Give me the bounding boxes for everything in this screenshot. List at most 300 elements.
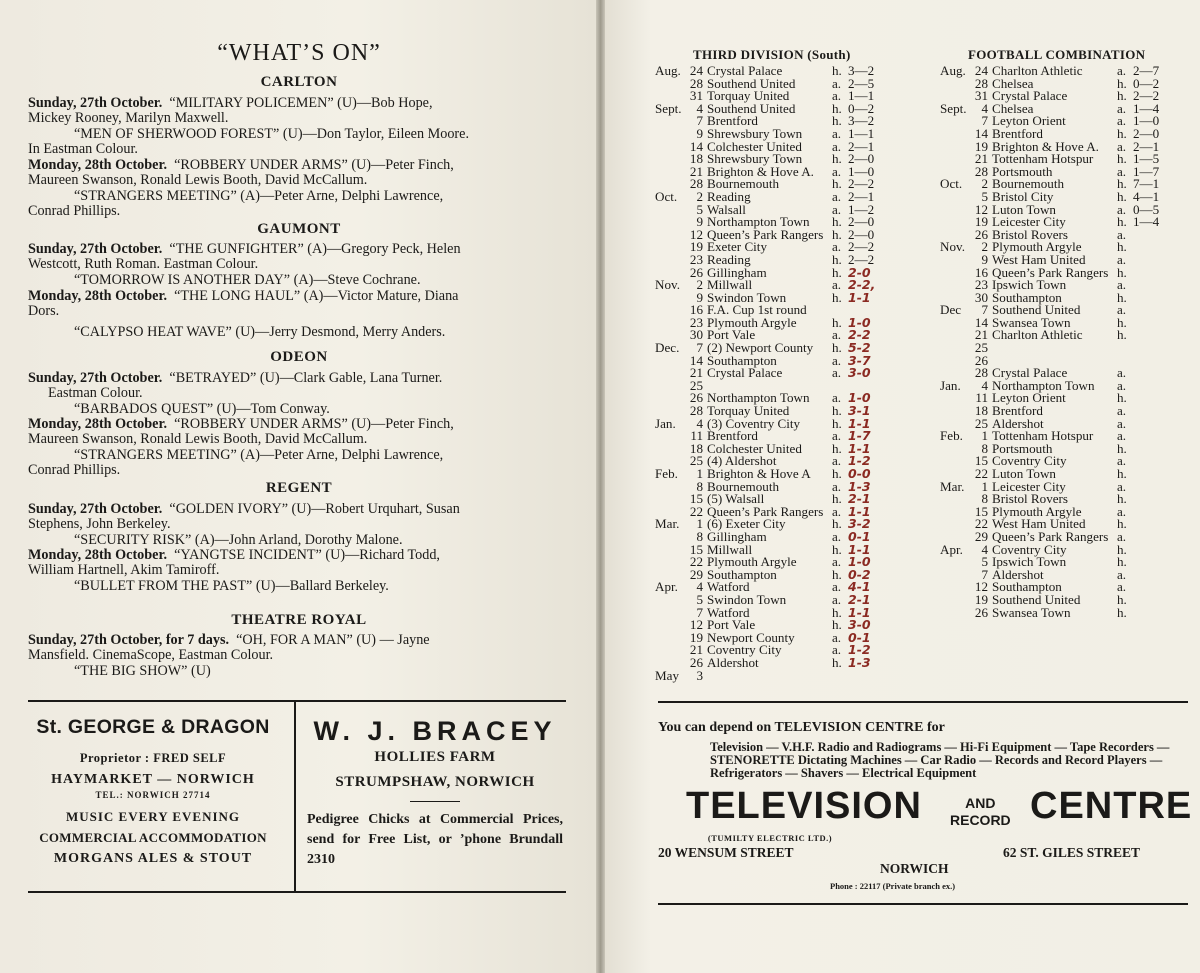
- fixture-venue: a.: [1117, 100, 1127, 116]
- fixture-opponent: Colchester United: [707, 440, 802, 456]
- fixture-day: 14: [974, 314, 988, 330]
- fixture-opponent: Bournemouth: [707, 176, 780, 192]
- fixture-venue: h.: [1117, 176, 1127, 192]
- fixture-month: [940, 355, 970, 368]
- fixture-month: [655, 78, 685, 91]
- fixture-month: [940, 191, 970, 204]
- fixture-opponent: Plymouth Argyle: [992, 503, 1082, 519]
- fixture-day: 14: [689, 352, 703, 368]
- fixture-venue: a.: [1117, 503, 1127, 519]
- fixture-score: [1133, 468, 1173, 481]
- fixture-score-handwritten: 0-1: [848, 528, 871, 544]
- fixture-opponent: Newport County: [707, 629, 795, 645]
- fixture-opponent: Brighton & Hove A: [707, 466, 811, 481]
- fixture-venue: h.: [832, 491, 842, 507]
- fixture-opponent: Millwall: [707, 541, 753, 557]
- fixture-opponent: Aldershot: [992, 566, 1044, 582]
- fixture-day: 18: [689, 440, 703, 456]
- fixture-score-handwritten: 3-0: [848, 365, 871, 381]
- fixture-month: [655, 556, 685, 569]
- fixture-opponent: Coventry City: [707, 642, 782, 658]
- fixture-day: 11: [690, 428, 703, 444]
- fixture-venue: a.: [832, 528, 842, 544]
- fixture-score: [848, 654, 888, 670]
- fixture-score-handwritten: 1-3: [848, 654, 871, 670]
- fixture-venue: h.: [1117, 591, 1127, 607]
- fixture-opponent: Tottenham Hotspur: [992, 428, 1094, 444]
- fixture-venue: a.: [1117, 251, 1127, 267]
- fixture-day: 8: [696, 528, 703, 544]
- fixture-month: [940, 556, 970, 569]
- fixture-month: [940, 405, 970, 418]
- fixture-day: 2: [696, 188, 703, 204]
- fixture-opponent: Leicester City: [992, 214, 1066, 230]
- venue-heading-gaumont: GAUMONT: [257, 221, 341, 237]
- fixture-score: [1133, 279, 1173, 292]
- fixture-month: Nov.: [940, 239, 965, 255]
- fixture-opponent: Queen’s Park Rangers: [992, 264, 1109, 280]
- fixture-day: 18: [974, 403, 988, 419]
- fixture-venue: h.: [832, 440, 842, 456]
- fixture-opponent: West Ham United: [992, 516, 1086, 532]
- fixture-score: [1133, 531, 1173, 544]
- fixture-day: 4: [981, 100, 988, 116]
- fixture-opponent: Swindon Town: [707, 289, 787, 305]
- ad-bracey-place: STRUMPSHAW, NORWICH: [335, 774, 535, 790]
- fixture-opponent: Southampton: [992, 289, 1062, 305]
- fixture-opponent: Brighton & Hove A.: [707, 163, 814, 179]
- fixture-opponent: Crystal Palace: [992, 365, 1068, 381]
- venue-heading-carlton: CARLTON: [260, 74, 338, 90]
- fixture-opponent: (3) Coventry City: [707, 415, 801, 431]
- fixture-month: [655, 204, 685, 217]
- fixture-venue: h.: [1117, 188, 1127, 204]
- fixture-month: [655, 254, 685, 267]
- fixture-venue: a.: [832, 428, 842, 444]
- fixture-day: 12: [974, 201, 988, 217]
- fixture-score: [1133, 443, 1173, 456]
- fixture-score: [1133, 607, 1173, 620]
- tv-ad-centre: CENTRE: [1030, 785, 1193, 827]
- fixture-venue: h.: [832, 314, 842, 330]
- tv-ad-lead: You can depend on TELEVISION CENTRE for: [658, 720, 945, 735]
- fixture-score-printed: 2—2: [1133, 88, 1160, 104]
- fixture-month: [655, 594, 685, 607]
- fixture-row: [655, 670, 888, 683]
- fixture-score: [1133, 329, 1173, 342]
- fixture-score-printed: 2—0: [848, 151, 875, 167]
- fixture-score-handwritten: 1-2: [848, 453, 871, 469]
- fixture-opponent: Reading: [707, 251, 751, 267]
- fixture-venue: h.: [832, 214, 842, 230]
- venue-heading-odeon: ODEON: [270, 349, 328, 365]
- listing-gaumont-sunday: Sunday, 27th October. “THE GUNFIGHTER” (A)—Gregory Peck, Helen Westcott, Ruth Roman. Eastman Colour. “TOMORROW IS ANOTHER DAY” (A)—Steve Cochrane.: [28, 241, 461, 288]
- fixture-month: [655, 632, 685, 645]
- fixture-score: [1133, 254, 1173, 267]
- fixture-month: [655, 355, 685, 368]
- fixture-opponent: Northampton Town: [707, 390, 810, 406]
- fixture-opponent: Southend United: [992, 591, 1081, 607]
- fixture-day: 4: [981, 377, 988, 393]
- fixture-day: 7: [696, 604, 703, 620]
- ad-bracey-rule: [410, 801, 460, 802]
- fixture-month: [655, 392, 685, 405]
- fixture-score: [1133, 392, 1173, 405]
- fixture-opponent: Portsmouth: [992, 163, 1053, 179]
- fixture-opponent: Bristol Rovers: [992, 226, 1069, 242]
- fixture-venue: a.: [1117, 377, 1127, 393]
- fixture-venue: a.: [1117, 453, 1127, 469]
- fixture-venue: a.: [832, 642, 842, 658]
- fixture-month: Apr.: [655, 579, 678, 595]
- fixture-day: 7: [696, 340, 703, 356]
- fixture-score-handwritten: 2-0: [848, 264, 871, 280]
- ad-st-george-dragon: [28, 716, 278, 867]
- fixture-month: [940, 317, 970, 330]
- fixture-day: 21: [974, 327, 988, 343]
- fixture-opponent: Millwall: [707, 277, 753, 293]
- fixture-month: [940, 128, 970, 141]
- fixture-day: 11: [975, 390, 988, 406]
- fixture-score-printed: 1—7: [1133, 163, 1160, 179]
- fixture-day: 30: [689, 327, 703, 343]
- fixture-venue: a.: [1117, 201, 1127, 217]
- fixture-venue: h.: [1117, 151, 1127, 167]
- fixture-score-handwritten: 2-1: [848, 591, 871, 607]
- fixture-opponent: Bournemouth: [707, 478, 780, 494]
- fixture-row: [940, 556, 1173, 569]
- fixture-day: 23: [689, 251, 703, 267]
- ad-st-george-line1: MUSIC EVERY EVENING: [65, 809, 241, 824]
- ad-st-george-line3: MORGANS ALES & STOUT: [53, 851, 253, 866]
- fixture-month: [655, 304, 685, 317]
- fixture-venue: a.: [832, 75, 842, 91]
- fixture-score: [1133, 317, 1173, 330]
- combination-fixtures: [940, 65, 1173, 619]
- fixture-score-handwritten: 2-1: [848, 491, 871, 507]
- fixture-venue: a.: [832, 365, 842, 381]
- fixture-month: [940, 342, 970, 355]
- fixture-venue: h.: [1117, 75, 1127, 91]
- fixture-opponent: Aldershot: [992, 415, 1044, 431]
- fixture-venue: h.: [832, 151, 842, 167]
- fixture-score: [1133, 342, 1173, 355]
- fixture-day: 8: [981, 440, 988, 456]
- fixture-score-handwritten: 1-7: [848, 428, 871, 444]
- fixture-day: 5: [981, 554, 988, 570]
- fixture-day: 8: [696, 478, 703, 494]
- fixture-venue: a.: [1117, 579, 1127, 595]
- fixture-opponent: Crystal Palace: [707, 63, 783, 78]
- fixture-opponent: Southampton: [707, 566, 777, 582]
- fixture-opponent: F.A. Cup 1st round: [707, 302, 807, 318]
- fixture-opponent: Brentford: [992, 403, 1043, 419]
- fixture-score-handwritten: 1-1: [848, 541, 871, 557]
- fixture-month: [655, 229, 685, 242]
- fixture-score-handwritten: 2-2,: [848, 277, 876, 293]
- fixture-day: 8: [981, 491, 988, 507]
- fixture-day: 26: [974, 604, 988, 620]
- listing-date: Sunday, 27th October.: [28, 241, 163, 257]
- fixture-day: 15: [974, 503, 988, 519]
- fixture-day: 19: [689, 239, 703, 255]
- fixture-venue: a.: [1117, 226, 1127, 242]
- fixture-month: [655, 607, 685, 620]
- fixture-venue: a.: [1117, 113, 1127, 129]
- fixture-day: 28: [689, 75, 703, 91]
- fixture-score: [1133, 241, 1173, 254]
- fixture-day: 14: [974, 125, 988, 141]
- fixture-venue: a.: [832, 453, 842, 469]
- fixture-venue: h.: [832, 617, 842, 633]
- fixture-month: [940, 329, 970, 342]
- listing-date: Sunday, 27th October, for 7 days.: [28, 632, 230, 648]
- fixture-score: [1133, 292, 1173, 305]
- fixture-month: Aug.: [655, 63, 681, 78]
- fixture-opponent: Charlton Athletic: [992, 327, 1083, 343]
- ad-bracey-text: Pedigree Chicks at Commercial Prices, send for Free List, or ’phone Brundall 2310: [307, 812, 563, 867]
- fixture-opponent: Luton Town: [992, 466, 1056, 481]
- fixture-opponent: Colchester United: [707, 138, 802, 154]
- fixture-opponent: [707, 670, 832, 683]
- fixture-opponent: Brentford: [707, 113, 758, 129]
- fixture-score: [1133, 506, 1173, 519]
- fixture-venue: h.: [832, 516, 842, 532]
- fixture-day: 2: [981, 176, 988, 192]
- fixture-venue: h.: [832, 466, 842, 481]
- fixture-opponent: Bristol City: [992, 188, 1054, 204]
- fixture-month: Sept.: [655, 100, 682, 116]
- fixture-day: 5: [981, 188, 988, 204]
- fixture-venue: a.: [832, 188, 842, 204]
- fixture-score-printed: 1—5: [1133, 151, 1160, 167]
- fixture-opponent: Brentford: [992, 125, 1043, 141]
- fixture-day: 22: [689, 554, 703, 570]
- fixture-opponent: Southend United: [992, 302, 1081, 318]
- fixture-venue: h.: [1117, 541, 1127, 557]
- fixture-day: 12: [974, 579, 988, 595]
- fixture-day: 15: [689, 491, 703, 507]
- fixture-opponent: Port Vale: [707, 617, 756, 633]
- fixture-day: 9: [981, 251, 988, 267]
- fixture-day: 7: [981, 113, 988, 129]
- fixture-month: [655, 292, 685, 305]
- fixture-day: 21: [689, 642, 703, 658]
- fixture-venue: a.: [832, 327, 842, 343]
- fixture-month: [655, 644, 685, 657]
- fixture-score-handwritten: 1-1: [848, 503, 871, 519]
- fixture-score-printed: 2—0: [848, 214, 875, 230]
- whats-on-title: “WHAT’S ON”: [217, 40, 381, 66]
- fixture-month: Aug.: [940, 63, 966, 78]
- fixture-opponent: Chelsea: [992, 100, 1034, 116]
- fixture-day: 25: [689, 377, 703, 393]
- fixture-opponent: West Ham United: [992, 251, 1086, 267]
- fixture-day: 2: [981, 239, 988, 255]
- fixture-score-handwritten: 1-0: [848, 390, 871, 406]
- fixture-opponent: Tottenham Hotspur: [992, 151, 1094, 167]
- fixture-month: [655, 531, 685, 544]
- fixture-opponent: Walsall: [707, 201, 746, 217]
- fixture-venue: h.: [832, 264, 842, 280]
- fixture-month: Apr.: [940, 541, 963, 557]
- fixture-month: [655, 153, 685, 166]
- fixture-venue: h.: [1117, 125, 1127, 141]
- fixture-score: [1133, 216, 1173, 229]
- fixture-opponent: Shrewsbury Town: [707, 125, 803, 141]
- fixture-score-handwritten: 1-2: [848, 642, 871, 658]
- fixture-day: 7: [981, 302, 988, 318]
- listing-date: Sunday, 27th October.: [28, 95, 163, 111]
- fixture-day: 4: [696, 415, 703, 431]
- fixture-score-printed: 2—7: [1133, 63, 1160, 78]
- fixture-score-printed: 1—2: [848, 201, 875, 217]
- tv-ad-top-rule: [658, 701, 1188, 703]
- fixture-venue: a.: [832, 554, 842, 570]
- fixture-score-printed: 1—0: [848, 163, 875, 179]
- fixture-venue: a.: [832, 579, 842, 595]
- fixture-venue: h.: [832, 251, 842, 267]
- fixture-venue: a.: [1117, 277, 1127, 293]
- fixture-score-printed: 3—2: [848, 113, 875, 129]
- fixture-venue: h.: [1117, 314, 1127, 330]
- tv-ad-address-right: 62 ST. GILES STREET: [1003, 845, 1141, 860]
- fixture-venue: a.: [832, 239, 842, 255]
- fixture-opponent: (4) Aldershot: [707, 453, 777, 469]
- fixture-day: 22: [974, 516, 988, 532]
- fixture-score-printed: 2—0: [848, 226, 875, 242]
- fixture-day: 29: [689, 566, 703, 582]
- fixture-day: 12: [689, 617, 703, 633]
- fixture-day: 26: [689, 654, 703, 670]
- fixture-score-handwritten: 1-0: [848, 314, 871, 330]
- fixture-venue: h.: [1117, 327, 1127, 343]
- listing-odeon-sunday: Sunday, 27th October. “BETRAYED” (U)—Clark Gable, Lana Turner. Eastman Colour. “BARBADOS QUEST” (U)—Tom Conway.: [28, 370, 443, 417]
- fixture-day: 9: [696, 125, 703, 141]
- fixture-score: [1133, 493, 1173, 506]
- fixture-venue: h.: [832, 289, 842, 305]
- ad-divider: [294, 700, 296, 892]
- fixture-month: Jan.: [940, 377, 961, 393]
- fixture-day: 25: [974, 415, 988, 431]
- fixture-score-printed: 1—4: [1133, 214, 1160, 230]
- fixture-day: 22: [689, 503, 703, 519]
- venue-heading-regent: REGENT: [265, 480, 333, 496]
- fixture-month: Feb.: [940, 428, 963, 444]
- fixture-opponent: Watford: [707, 579, 750, 595]
- fixture-venue: a.: [832, 125, 842, 141]
- fixture-month: [940, 518, 970, 531]
- fixture-month: [940, 279, 970, 292]
- fixture-score-printed: 2—2: [848, 239, 875, 255]
- fixture-month: [655, 380, 685, 393]
- fixture-month: [655, 619, 685, 632]
- fixture-opponent: Leicester City: [992, 478, 1066, 494]
- fixture-score-handwritten: 3-1: [848, 403, 871, 419]
- fixture-venue: h.: [1117, 491, 1127, 507]
- fixture-day: 28: [974, 75, 988, 91]
- listing-carlton-sunday: Sunday, 27th October. “MILITARY POLICEMEN” (U)—Bob Hope, Mickey Rooney, Marilyn Maxwell. “MEN OF SHERWOOD FOREST” (U)—Don Taylor, Eileen Moore. In Eastman Colour.: [28, 95, 469, 158]
- fixture-opponent: Shrewsbury Town: [707, 151, 803, 167]
- fixture-score-handwritten: 5-2: [848, 340, 871, 356]
- fixture-day: 26: [974, 352, 988, 368]
- fixture-opponent: (2) Newport County: [707, 340, 814, 356]
- fixture-opponent: (5) Walsall: [707, 491, 765, 507]
- fixture-score-printed: 2—1: [1133, 138, 1160, 154]
- fixture-score: [1133, 556, 1173, 569]
- fixture-score-handwritten: 3-7: [848, 352, 871, 368]
- fixture-month: [655, 493, 685, 506]
- fixture-day: 28: [974, 365, 988, 381]
- fixture-venue: h.: [832, 100, 842, 116]
- fixture-venue: h.: [1117, 88, 1127, 104]
- fixture-venue: h.: [832, 403, 842, 419]
- fixture-day: 18: [689, 151, 703, 167]
- fixture-month: [940, 216, 970, 229]
- fixture-venue: a.: [832, 503, 842, 519]
- fixture-row: [655, 657, 888, 670]
- fixture-venue: a.: [1117, 478, 1127, 494]
- fixture-month: Nov.: [655, 277, 680, 293]
- fixture-month: [655, 481, 685, 494]
- listing-date: Monday, 28th October.: [28, 416, 167, 432]
- fixture-day: 23: [689, 314, 703, 330]
- fixture-opponent: Crystal Palace: [992, 88, 1068, 104]
- fixture-month: [655, 544, 685, 557]
- fixture-day: 5: [696, 591, 703, 607]
- fixture-venue: a.: [1117, 415, 1127, 431]
- fixture-score-printed: 2—5: [848, 75, 875, 91]
- fixture-score-handwritten: 3-2: [848, 516, 871, 532]
- fixture-venue: a.: [832, 478, 842, 494]
- fixture-venue: h.: [832, 654, 842, 670]
- fixture-month: [940, 493, 970, 506]
- fixture-venue: a.: [832, 352, 842, 368]
- fixture-opponent: Queen’s Park Rangers: [992, 528, 1109, 544]
- fixture-month: Oct.: [940, 176, 963, 192]
- fixture-score-handwritten: 2-2: [848, 327, 871, 343]
- fixture-day: 9: [696, 214, 703, 230]
- fixture-venue: a.: [832, 629, 842, 645]
- fixture-score-handwritten: 1-1: [848, 289, 871, 305]
- fixture-venue: h.: [832, 415, 842, 431]
- fixture-month: [940, 392, 970, 405]
- fixture-venue: h.: [832, 541, 842, 557]
- fixture-score: [848, 367, 888, 380]
- fixture-month: [655, 241, 685, 254]
- fixture-opponent: Exeter City: [707, 239, 767, 255]
- listing-theatre-royal: Sunday, 27th October, for 7 days. “OH, FOR A MAN” (U) — Jayne Mansfield. CinemaScope, Eastman Colour. “THE BIG SHOW” (U): [28, 632, 430, 679]
- fixture-score-printed: 0—2: [848, 100, 875, 116]
- fixture-venue: a.: [1117, 138, 1127, 154]
- fixture-score: [1133, 518, 1173, 531]
- fixture-month: [940, 254, 970, 267]
- fixture-score-printed: 4—1: [1133, 188, 1160, 204]
- third-division-title: THIRD DIVISION (South): [693, 47, 851, 62]
- tv-ad-television: TELEVISION: [686, 785, 922, 827]
- venue-heading-theatre-royal: THEATRE ROYAL: [231, 612, 367, 628]
- fixture-score-handwritten: 1-1: [848, 415, 871, 431]
- fixture-venue: a.: [832, 390, 842, 406]
- fixture-day: 4: [981, 541, 988, 557]
- fixture-score-handwritten: 1-3: [848, 478, 871, 494]
- fixture-venue: h.: [832, 226, 842, 242]
- fixture-opponent: Swansea Town: [992, 314, 1071, 330]
- fixture-month: Sept.: [940, 100, 967, 116]
- ad-st-george-name: St. GEORGE & DRAGON: [36, 716, 270, 738]
- fixture-opponent: Northampton Town: [707, 214, 810, 230]
- fixture-venue: h.: [1117, 239, 1127, 255]
